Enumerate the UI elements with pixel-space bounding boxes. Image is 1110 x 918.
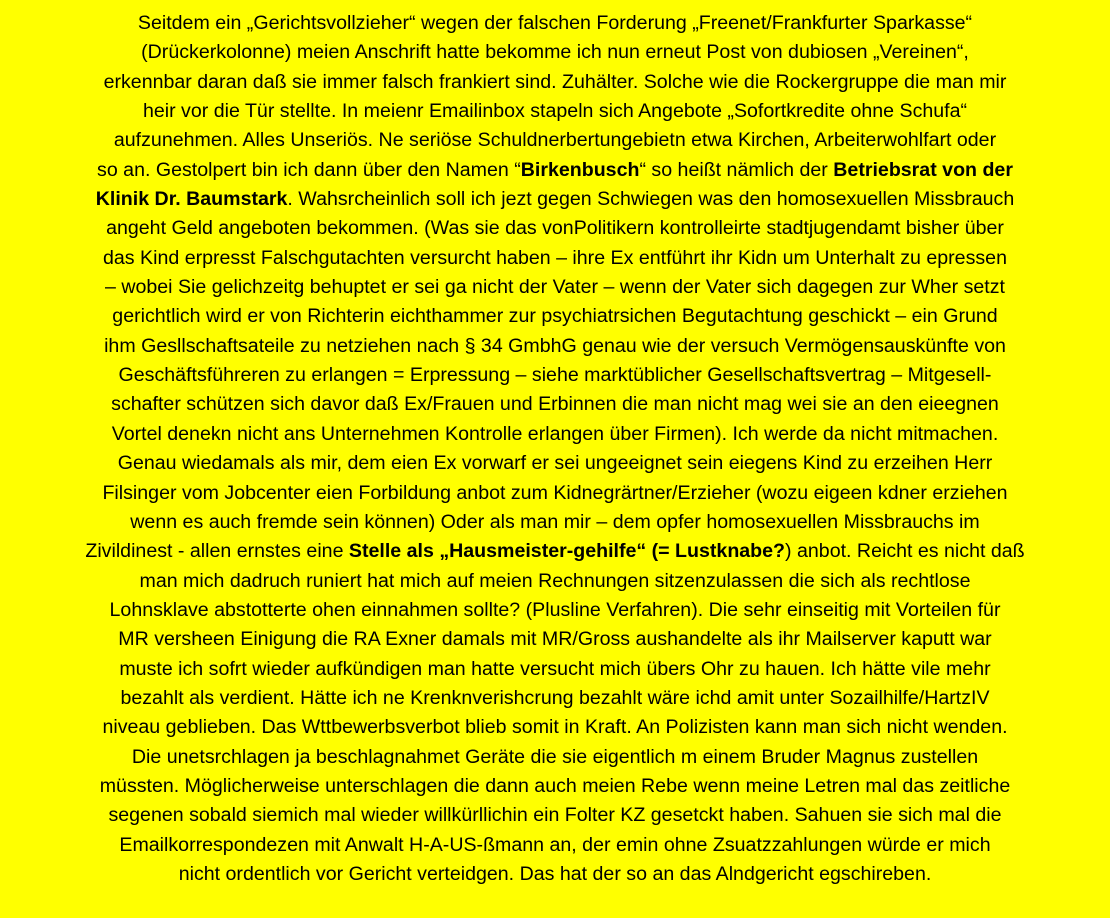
text-run: Genau wiedamals als mir, dem eien Ex vorwarf er sei ungeeignet sein eiegens Kind zu erzeihen Herr <box>117 452 993 475</box>
text-run: schafter schützen sich davor daß Ex/Frauen und Erbinnen die man nicht mag wei sie an den eieegnen <box>111 393 999 416</box>
text-line <box>0 273 1110 302</box>
text-run: man mich dadruch runiert hat mich auf meien Rechnungen sitzenzulassen die sich als rechtlose <box>139 569 971 592</box>
text-line <box>0 537 1110 566</box>
text-run: müssten. Möglicherweise unterschlagen die dann auch meien Rebe wenn meine Letren mal das zeitliche <box>99 774 1011 797</box>
text-line <box>0 772 1110 801</box>
text-run: aufzunehmen. Alles Unseriös. Ne seriöse Schuldnerbertungebietn etwa Kirchen, Arbeiterwohlfart oder <box>113 129 997 152</box>
text-run: niveau geblieben. Das Wttbewerbsverbot blieb somit in Kraft. An Polizisten kann man sich nicht wenden. <box>102 716 1008 739</box>
bold-text-run: Birkenbusch <box>520 158 640 181</box>
text-line <box>0 655 1110 684</box>
text-line <box>0 684 1110 713</box>
text-line <box>0 713 1110 742</box>
text-run: Zivildinest - allen ernstes eine <box>85 540 349 563</box>
text-run: ) anbot. Reicht es nicht daß <box>785 540 1025 563</box>
text-run: “ so heißt nämlich der <box>639 158 834 181</box>
text-run: Vortel denekn nicht ans Unternehmen Kontrolle erlangen über Firmen). Ich werde da nicht mitmachen. <box>111 422 999 445</box>
text-run: bezahlt als verdient. Hätte ich ne Krenknverishcrung bezahlt wäre ichd amit unter Sozailhilfe/HartzIV <box>120 686 990 709</box>
text-run: (Drückerkolonne) meien Anschrift hatte bekomme ich nun erneut Post von dubiosen „Vereinen“, <box>141 41 969 64</box>
text-line <box>0 185 1110 214</box>
text-line <box>0 9 1110 38</box>
text-line <box>0 831 1110 860</box>
text-run: angeht Geld angeboten bekommen. (Was sie das vonPolitikern kontrolleirte stadtjugendamt bisher über <box>106 217 1004 240</box>
text-run: Emailkorrespondezen mit Anwalt H-A-US-ßmann an, der emin ohne Zsuatzzahlungen würde er mich <box>119 833 991 856</box>
text-run: – wobei Sie gelichzeitg behuptet er sei ga nicht der Vater – wenn der Vater sich dagegen zur Wher setzt <box>104 276 1005 299</box>
text-line <box>0 743 1110 772</box>
text-line <box>0 801 1110 830</box>
text-line <box>0 332 1110 361</box>
text-line <box>0 596 1110 625</box>
text-run: MR versheen Einigung die RA Exner damals mit MR/Gross aushandelte als ihr Mailserver kaputt war <box>118 628 992 651</box>
text-line <box>0 449 1110 478</box>
text-line <box>0 68 1110 97</box>
text-line <box>0 479 1110 508</box>
bold-text-run: Klinik Dr. Baumstark <box>95 188 288 211</box>
bold-text-run: Stelle als „Hausmeister-gehilfe“ (= Lustknabe? <box>348 540 786 563</box>
text-run: das Kind erpresst Falschgutachten versurcht haben – ihre Ex entführt ihr Kidn um Unterhalt zu epressen <box>103 246 1007 269</box>
text-run: Die unetsrchlagen ja beschlagnahmet Geräte die sie eigentlich m einem Bruder Magnus zustellen <box>131 745 979 768</box>
text-line <box>0 625 1110 654</box>
text-line <box>0 860 1110 889</box>
document-text-block <box>0 9 1110 889</box>
text-run: heir vor die Tür stellte. In meienr Emailinbox stapeln sich Angebote „Sofortkredite ohne Schufa“ <box>142 100 968 123</box>
text-run: muste ich sofrt wieder aufkündigen man hatte versucht mich übers Ohr zu hauen. Ich hätte vile mehr <box>119 657 991 680</box>
text-line <box>0 302 1110 331</box>
text-run: ihm Geslls​chaftsateile zu netziehen nach § 34 GmbhG genau wie der versuch Vermögensauskünfte von <box>104 334 1006 357</box>
text-line <box>0 361 1110 390</box>
text-run: erkennbar daran daß sie immer falsch frankiert sind. Zuhälter. Solche wie die Rockergruppe die man mir <box>103 70 1007 93</box>
text-run: segenen sobald siemich mal wieder willkürllichin ein Folter KZ gesetckt haben. Sahuen sie sich mal die <box>108 804 1002 827</box>
text-line <box>0 390 1110 419</box>
text-run: wenn es auch fremde sein können) Oder als man mir – dem opfer homosexuellen Missbrauchs im <box>130 510 980 533</box>
text-run: . Wahsrcheinlich soll ich jezt gegen Schwiegen was den homosexuellen Missbrauch <box>287 188 1015 211</box>
text-line <box>0 508 1110 537</box>
bold-text-run: Betriebsrat von der <box>833 158 1013 181</box>
text-line <box>0 156 1110 185</box>
text-line <box>0 126 1110 155</box>
text-line <box>0 567 1110 596</box>
text-run: Seitdem ein „Gerichtsvollzieher“ wegen der falschen Forderung „Freenet/Frankfurter Sparkasse“ <box>137 12 973 34</box>
text-run: gerichtlich wird er von Richterin eichthammer zur psychiatrsichen Begutachtung geschickt – ein Grund <box>112 305 998 328</box>
text-line <box>0 420 1110 449</box>
text-line <box>0 38 1110 67</box>
text-run: Geschäftsführeren zu erlangen = Erpressung – siehe marktüblicher Gesellschaftsvertrag – Mitgesell- <box>118 364 992 387</box>
text-line <box>0 214 1110 243</box>
text-line <box>0 97 1110 126</box>
text-run: so an. Gestolpert bin ich dann über den Namen “ <box>97 158 521 181</box>
text-run: Lohnsklave abstotterte ohen einnahmen sollte? (Plusline Verfahren). Die sehr einseitig mit Vorteilen für <box>109 598 1001 621</box>
text-run: nicht ordentlich vor Gericht verteidgen. Das hat der so an das Alndgericht egschireben. <box>178 862 932 885</box>
text-line <box>0 244 1110 273</box>
text-run: Filsinger vom Jobcenter eien Forbildung anbot zum Kidnegrärtner/Erzieher (wozu eigeen kdner erziehen <box>102 481 1008 504</box>
